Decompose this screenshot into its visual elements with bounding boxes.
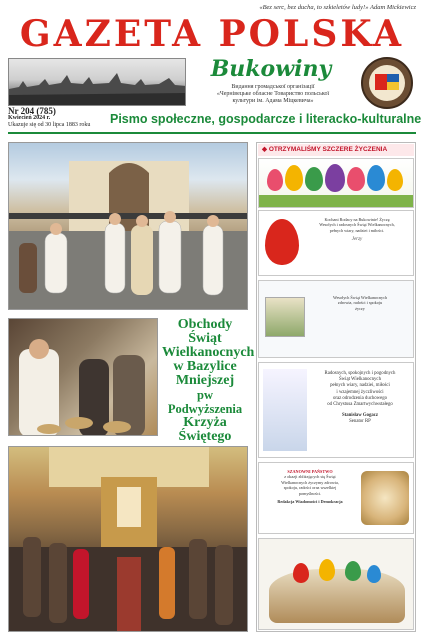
article-headline: Obchody Świąt Wielkanocnych w Bazylice Mniejszej pw Podwyższenia Krzyża Świętego	[162, 317, 255, 444]
greeting-card-3: SZANOWNI PAŃSTWO z okazji zbliżających się Świąt Wielkanocnych życzymy zdrowia, spokoju, radości oraz wszelkiej pomyślności. Redakcja Wiadomości i Demokracja	[258, 462, 414, 534]
church-interior-photo	[8, 446, 248, 632]
masthead-divider	[8, 132, 416, 134]
procession-photo	[8, 142, 248, 310]
newspaper-title: GAZETA POLSKA	[19, 13, 405, 55]
diamond-icon: ◆	[262, 146, 269, 153]
greeting-card-senator: Radosnych, spokojnych i pogodnych Świąt Wielkanocnych pełnych wiary, nadziei, miłości i wzajemnej życzliwości oraz odrodzenia duchowego od Chrystusa Zmartwychwstałego Stanisław Gogacz Senator RP	[258, 362, 414, 458]
newspaper-subtitle: Bukowiny	[210, 56, 332, 82]
tagline: Pismo społeczne, gospodarcze i literacko-kulturalne	[110, 112, 422, 126]
greeting-card-2: Wesołych Świąt Wielkanocnych zdrowia, radości i spokoju życzy	[258, 280, 414, 358]
greeting-card-basket	[258, 538, 414, 630]
greeting-card-easter-eggs	[258, 158, 414, 208]
blessing-photo	[8, 318, 158, 436]
issue-info: Nr 204 (785) Kwiecień 2024 r. Ukazuje się od 30 lipca 1883 roku	[8, 106, 91, 128]
city-panorama-image	[8, 58, 186, 106]
greeting-card-1: Kochani Rodacy na Bukowinie! Życzę Wesołych i radosnych Świąt Wielkanocnych, pełnych wiary, nadziei i miłości. Jerzy	[258, 210, 414, 276]
masthead-motto: «Bez serc, bez ducha, to szkieletów ludy!» Adam Mickiewicz	[259, 4, 416, 11]
publisher-info: Видання громадської організації «Чернівецьке обласне Товариство польської культури ім. Адама Міцкевича»	[216, 84, 330, 104]
greetings-header: ◆ OTRZYMALIŚMY SZCZERE ŻYCZENIA	[258, 144, 414, 156]
society-emblem	[360, 56, 414, 110]
